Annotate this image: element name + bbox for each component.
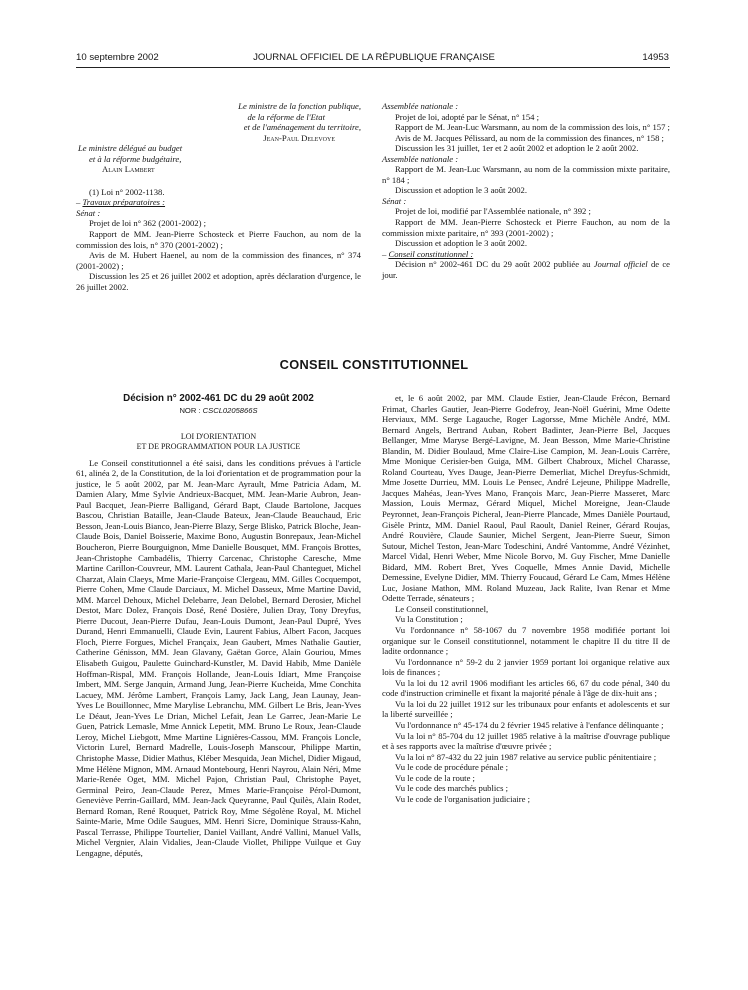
- cc-label: Conseil constitutionnel :: [388, 248, 474, 259]
- decision-left-column: [76, 393, 361, 858]
- visa: Vu le code de procédure pénale ;: [395, 762, 508, 773]
- an-item: Rapport de M. Jean-Luc Warsmann, au nom de la commission des lois, n° 157 ;: [395, 122, 670, 133]
- nor-line: [76, 406, 361, 417]
- an-item: Avis de M. Jacques Pélissard, au nom de la commission des finances, n° 158 ;: [395, 132, 664, 143]
- footnote-law: (1) Loi n° 2002-1138.: [89, 186, 165, 197]
- decision-body-right: et, le 6 août 2002, par MM. Claude Estier, Jean-Claude Frécon, Bernard Frimat, Charles Gautier, Jean-Pierre Godefroy, Jean-Noël Guérini, Mme Odette Herviaux, MM. Serge Lagauche, Roger Lagorsse, Mme Michèle André, MM. Bernard Angels, Bertrand Auban, Robert Badinter, Jean-Pierre Bel, Jacques Bellanger, Mme Maryse Bergé-Lavigne, M. Jean Besson, Mme Marie-Christine Blandin, M. Didier Boulaud, Mme Claire-Lise Campion, M. Jean-Louis Carrère, Mme Monique Cerisier-ben Guiga, MM. Gilbert Chabroux, Michel Charasse, Roland Courteau, Yves Dauge, Jean-Pierre Demerliat, Michel Dreyfus-Schmidt, Mme Josette Durrieu, MM. Louis Le Pensec, André Lejeune, Philippe Madrelle, Jacques Mahéas, Jean-Yves Mano, François Marc, Jean-Pierre Masseret, Marc Massion, Louis Mermaz, Gérard Miquel, Michel Moreigne, Jean-Claude Peyronnet, Jean-François Picheral, Jean-Pierre Plancade, Mmes Danièle Pourtaud, Gisèle Printz, MM. Daniel Raoul, Paul Raoult, Daniel Reiner, Gérard Roujas, André Rouvière, Claude Saunier, Michel Sergent, Jean-Pierre Sueur, Simon Sutour, Michel Teston, Jean-Marc Todeschini, André Vantomme, André Vézinhet, Marcel Vidal, Henri Weber, Mme Nicole Borvo, M. Guy Fischer, Mme Danielle Bidard, MM. Robert Bret, Yves Coquelle, Mmes Annie David, Michelle Demessine, Evelyne Didier, MM. Thierry Foucaud, Gérard Le Cam, Mmes Hélène Luc, Josiane Mathon, MM. Roland Muzeau, Jack Ralite, Ivan Renar et Mme Odette Terrade, sénateurs ;: [382, 393, 670, 604]
- cc-heading: [382, 249, 670, 260]
- minister1-title: Le ministre de la fonction publique,: [238, 101, 361, 111]
- visa: Le Conseil constitutionnel,: [395, 603, 489, 614]
- header-date: 10 septembre 2002: [76, 52, 159, 63]
- senat-item: Discussion les 25 et 26 juillet 2002 et adoption, après déclaration d'urgence, le 26 juillet 2002.: [76, 271, 361, 292]
- travaux-column: [382, 101, 670, 280]
- section-title: CONSEIL CONSTITUTIONNEL: [279, 357, 469, 372]
- decision-title: Décision n° 2002-461 DC du 29 août 2002: [123, 393, 314, 404]
- travaux-dash: –: [76, 197, 83, 208]
- senat-item: Projet de loi n° 362 (2001-2002) ;: [89, 218, 206, 229]
- an-item: Projet de loi, adopté par le Sénat, n° 154 ;: [395, 111, 540, 122]
- visa: Vu l'ordonnance n° 59-2 du 2 janvier 1959 portant loi organique relative aux lois de finances ;: [382, 656, 670, 678]
- visa: Vu l'ordonnance n° 58-1067 du 7 novembre 1958 modifiée portant loi organique sur le Conseil constitutionnel, notamment le chapitre II du titre II de ladite ordonnance ;: [382, 625, 670, 657]
- header-rule: [76, 67, 670, 68]
- travaux-heading: [76, 197, 361, 208]
- cc-item-journal: Journal officiel: [593, 259, 648, 270]
- header-page-number: 14953: [642, 52, 669, 63]
- visa: Vu la Constitution ;: [395, 614, 463, 625]
- an-item: Rapport de M. Jean-Luc Warsmann, au nom de la commission mixte paritaire, n° 184 ;: [382, 164, 670, 185]
- nor-label: NOR :: [179, 406, 203, 415]
- visa: Vu l'ordonnance n° 45-174 du 2 février 1945 relative à l'enfance délinquante ;: [395, 719, 664, 730]
- minister1-name: Jean-Paul Delevoye: [263, 132, 335, 143]
- an-item: Discussion les 31 juillet, 1er et 2 août 2002 et adoption le 2 août 2002.: [395, 143, 639, 154]
- minister2-name: Alain Lambert: [102, 164, 155, 175]
- senat-item: Avis de M. Hubert Haenel, au nom de la commission des finances, n° 374 (2001-2002) ;: [76, 250, 361, 271]
- senat-heading: Sénat :: [76, 207, 101, 218]
- senat-item: Rapport de MM. Jean-Pierre Schosteck et Pierre Fauchon, au nom de la commission des lois, n° 370 (2001-2002) ;: [76, 229, 361, 250]
- law-title-2: ET DE PROGRAMMATION POUR LA JUSTICE: [136, 442, 301, 452]
- cc-item-c: de ce jour.: [382, 259, 670, 280]
- senat-heading: Sénat :: [382, 195, 407, 206]
- visa: Vu la loi n° 85-704 du 12 juillet 1985 relative à la maîtrise d'ouvrage publique et à ses rapports avec la maîtrise d'œuvre privée ;: [382, 730, 670, 752]
- visa: Vu la loi n° 87-432 du 22 juin 1987 relative au service public pénitentiaire ;: [395, 751, 657, 762]
- visa: Vu la loi du 12 avril 1906 modifiant les articles 66, 67 du code pénal, 340 du code d'instruction criminelle et fixant la majorité pénale à l'âge de dix-huit ans ;: [382, 677, 670, 699]
- visa: Vu le code de la route ;: [395, 772, 475, 783]
- an-heading: Assemblée nationale :: [382, 153, 459, 164]
- minister1-title-2: de la réforme de l'Etat: [247, 111, 325, 122]
- decision-right-column: [382, 393, 670, 804]
- header-journal-title: JOURNAL OFFICIEL DE LA RÉPUBLIQUE FRANÇAISE: [253, 52, 495, 63]
- an-heading: Assemblée nationale :: [382, 101, 459, 111]
- law-title-1: LOI D'ORIENTATION: [180, 431, 257, 441]
- visa: Vu le code des marchés publics ;: [395, 783, 509, 794]
- senat-item: Projet de loi, modifié par l'Assemblée nationale, n° 392 ;: [395, 206, 591, 217]
- senat-item: Rapport de MM. Jean-Pierre Schosteck et Pierre Fauchon, au nom de la commission mixte paritaire, n° 393 (2001-2002) ;: [382, 217, 670, 238]
- nor-value: CSCL0205866S: [202, 406, 258, 415]
- senat-item: Discussion et adoption le 3 août 2002.: [395, 238, 527, 249]
- visa: Vu le code de l'organisation judiciaire ;: [395, 793, 531, 804]
- minister2-title-2: et à la réforme budgétaire,: [89, 153, 182, 164]
- signatures-column: [76, 101, 361, 292]
- minister2-title: Le ministre délégué au budget: [78, 143, 183, 154]
- cc-dash: –: [382, 248, 389, 259]
- cc-item: [382, 259, 670, 280]
- cc-item-a: Décision n° 2002-461 DC du 29 août 2002 publiée au: [395, 259, 594, 270]
- minister1-title-3: et de l'aménagement du territoire,: [243, 122, 361, 133]
- decision-body-left: Le Conseil constitutionnel a été saisi, dans les conditions prévues à l'article 61, alinéa 2, de la Constitution, de la loi d'orientation et de programmation pour la justice, le 5 août 2002, par M. Jean-Marc Ayrault, Mme Patricia Adam, M. Damien Alary, Mme Sylvie Andrieux-Bacquet, MM. Jean-Marie Aubron, Jean-Paul Bacquet, Jean-Pierre Balligand, Gérard Bapt, Claude Bartolone, Jacques Bascou, Christian Bataille, Jean-Claude Bateux, Jean-Claude Beauchaud, Eric Besson, Jean-Louis Bianco, Jean-Pierre Blazy, Serge Blisko, Patrick Bloche, Jean-Claude Bois, Daniel Boisserie, Maxime Bono, Augustin Bonrepaux, Jean-Michel Boucheron, Pierre Bourguignon, Mme Danielle Bousquet, MM. François Brottes, Jean-Christophe Cambadélis, Thierry Carcenac, Christophe Caresche, Mme Martine Carillon-Couvreur, MM. Laurent Cathala, Jean-Paul Chanteguet, Michel Charzat, Alain Claeys, Mme Marie-Françoise Clergeau, MM. Gilles Cocquempot, Pierre Cohen, Mme Claude Darciaux, M. Michel Dasseux, Mme Martine David, MM. Marcel Dehoux, Michel Delebarre, Jean Delobel, Bernard Derosier, Michel Destot, Marc Dolez, François Dosé, René Dosière, Julien Dray, Tony Dreyfus, Pierre Ducout, Jean-Pierre Dufau, Jean-Louis Dumont, Jean-Paul Dupré, Yves Durand, Henri Emmanuelli, Claude Evin, Laurent Fabius, Albert Facon, Jacques Floch, Pierre Forgues, Michel Françaix, Jean Gaubert, Mmes Nathalie Gautier, Catherine Génisson, MM. Jean Glavany, Gaëtan Gorce, Alain Gouriou, Mmes Elisabeth Guigou, Paulette Guinchard-Kunstler, M. David Habib, Mme Danièle Hoffman-Rispal, MM. François Hollande, Jean-Louis Idiart, Mme Françoise Imbert, MM. Serge Janquin, Armand Jung, Jean-Pierre Kucheida, Mme Conchita Lacuey, MM. Jérôme Lambert, François Lamy, Jack Lang, Jean Launay, Jean-Yves Le Bouillonnec, Mme Marylise Lebranchu, MM. Gilbert Le Bris, Jean-Yves Le Déaut, Jean-Yves Le Drian, Michel Lefait, Jean Le Garrec, Jean-Marie Le Guen, Patrick Lemasle, Mme Annick Lepetit, MM. Bruno Le Roux, Jean-Claude Leroy, Michel Liebgott, Mme Martine Lignières-Cassou, MM. François Loncle, Victorin Lurel, Bernard Madrelle, Louis-Joseph Manscour, Philippe Martin, Christophe Masse, Didier Mathus, Kléber Mesquida, Jean Michel, Didier Migaud, Mme Hélène Mignon, MM. Arnaud Montebourg, Henri Nayrou, Alain Néri, Mme Marie-Renée Oget, MM. Michel Pajon, Christian Paul, Christophe Payet, Germinal Peiro, Jean-Claude Perez, Mmes Marie-Françoise Pérol-Dumont, Geneviève Perrin-Gaillard, MM. Jean-Jack Queyranne, Paul Quilès, Alain Rodet, Bernard Roman, René Rouquet, Patrick Roy, Mme Ségolène Royal, M. Michel Sainte-Marie, Mme Odile Saugues, MM. Henri Sicre, Dominique Strauss-Kahn, Pascal Terrasse, Philippe Tourtelier, Daniel Vaillant, André Vallini, Manuel Valls, Michel Vergnier, Alain Vidalies, Jean-Claude Viollet, Philippe Vuilque et Guy Lengagne, députés,: [76, 457, 361, 858]
- visa: Vu la loi du 22 juillet 1912 sur les tribunaux pour enfants et adolescents et sur la liberté surveillée ;: [382, 698, 670, 720]
- travaux-label: Travaux préparatoires :: [82, 197, 166, 208]
- an-item: Discussion et adoption le 3 août 2002.: [395, 185, 527, 196]
